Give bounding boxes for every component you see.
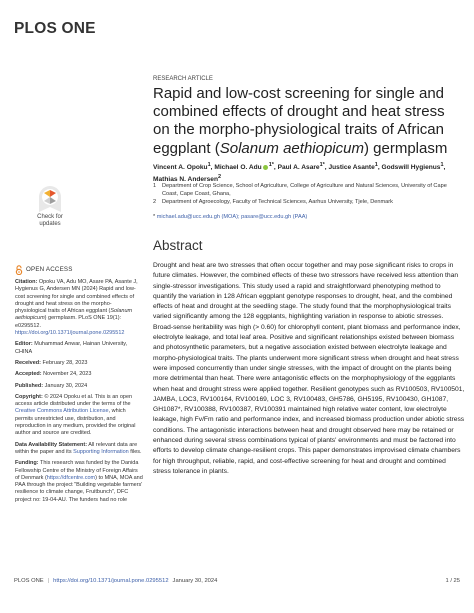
page-footer xyxy=(14,573,460,589)
check-for-updates-badge[interactable] xyxy=(30,185,70,237)
abstract-heading: Abstract xyxy=(153,238,203,253)
received-block xyxy=(15,360,143,367)
orcid-icon[interactable] xyxy=(263,165,268,170)
author-affiliation-marker: 1 xyxy=(207,162,211,168)
author-name[interactable]: Vincent A. Opoku xyxy=(153,164,208,172)
received-date: February 28, 2023 xyxy=(41,359,88,366)
copyright-label: Copyright: xyxy=(15,393,43,400)
license-link[interactable]: Creative Commons Attribution License xyxy=(15,408,109,415)
funding-text-end: ) to MNA, MOA and PAA through the project "Building vegetable farmers' resilience to climate change, Fruitbunch", DFC project no: 19-04-AU. The funders had no role xyxy=(15,474,143,503)
accepted-date: November 24, 2023 xyxy=(41,371,92,378)
title-main: Rapid and low-cost screening for single and combined effects of drought and heat stress on the morpho-physiological traits of African eggplant ( xyxy=(153,85,445,157)
author-affiliation-marker: 1 xyxy=(374,162,378,168)
affiliation-number: 2 xyxy=(153,198,157,205)
open-access-lock-icon xyxy=(15,265,23,275)
author-affiliation-marker: 2 xyxy=(217,173,222,180)
open-access-row xyxy=(15,265,143,275)
author-affiliation-marker: 1* xyxy=(268,162,274,168)
published-date: January 30, 2024 xyxy=(43,382,88,389)
check-updates-line2: updates xyxy=(39,221,61,227)
footer-date: January 30, 2024 xyxy=(172,578,218,584)
article-title xyxy=(153,85,461,158)
citation-label: Citation: xyxy=(15,279,38,285)
check-for-updates-icon xyxy=(38,185,62,213)
title-species: Solanum aethiopicum xyxy=(219,139,364,157)
received-label: Received: xyxy=(15,359,41,366)
funding-text: This research was funded by the Danida Fellowship Centre of the Ministry of Foreign Affairs of Denmark ( xyxy=(15,460,139,481)
affiliation-number: 1 xyxy=(153,183,157,189)
affiliation-item xyxy=(153,183,461,199)
editor-label: Editor: xyxy=(15,341,33,348)
author-affiliation-marker: 1 xyxy=(440,162,444,168)
data-availability-block xyxy=(15,442,143,457)
data-availability-text: All relevant data are within the paper and its xyxy=(15,441,138,455)
open-access-label: OPEN ACCESS xyxy=(26,266,73,274)
funding-label: Funding: xyxy=(15,460,39,467)
accepted-label: Accepted: xyxy=(15,371,42,378)
correspondence xyxy=(153,214,461,220)
affiliation-text: Department of Agroecology, Faculty of Technical Sciences, Aarhus University, Tjele, Denmark xyxy=(162,198,393,205)
affiliation-item xyxy=(153,199,461,207)
published-label: Published: xyxy=(15,382,44,389)
author-name[interactable]: , Justice Asante xyxy=(324,164,375,172)
supporting-information-link[interactable]: Supporting Information xyxy=(73,448,129,455)
author-name[interactable]: , Michael O. Adu xyxy=(210,164,262,172)
check-updates-line1: Check for xyxy=(37,214,63,220)
funding-link[interactable]: https://dfcentre.com xyxy=(46,474,96,481)
metadata-column xyxy=(15,265,143,508)
author-name[interactable]: , Mathias N. Andersen xyxy=(153,164,446,183)
citation-species: Solanum aethiopicum xyxy=(15,308,133,322)
correspondence-emails[interactable]: michael.adu@ucc.edu.gh (MOA); pasare@ucc.edu.gh (PAA) xyxy=(156,214,308,220)
citation-doi-link[interactable]: https://doi.org/10.1371/journal.pone.0295512 xyxy=(15,330,125,337)
funding-block xyxy=(15,460,143,504)
copyright-text: © 2024 Opoku et al. This is an open access article distributed under the terms of the xyxy=(15,393,133,408)
affiliations xyxy=(153,183,461,207)
author-name[interactable]: , Paul A. Asare xyxy=(273,164,320,172)
editor-block xyxy=(15,341,143,356)
author-list xyxy=(153,161,461,185)
accepted-block xyxy=(15,371,143,378)
abstract-paragraph: Drought and heat are two stresses that often occur together and may pose significant risks to crops in future climates. However, the combined effects of these two stressors have received less attention than single-stressor investigations. This study used a rapid and straightforward phenotyping method to quantify the variation in 128 African eggplant genotype responses to drought, heat, and the combined effects of heat and drought at the seedling stage. The study found that the morphophysiological traits varied significantly among the 128 eggplants, highlighting variation in response to abiotic stresses. Broad-sense heritability was high (> 0.60) for chlorophyll content, plant biomass and performance index, electrolyte leakage, and total leaf area. Positive and significant relationships existed between biomass and photosynthetic parameters, but a negative association existed between electrolyte leakage and morpho-physiological traits. The plants underwent more significant stress when drought and heat stress were imposed concurrently than under single stresses, with the impact of drought on the plants being more detrimental than heat. There were antagonistic effects on the morphophysiology of the eggplants when heat and drought stress were applied together. Resilient genotypes such as RV100503, RV100501, JAMBA, LOC3, RV100164, RV100169, LOC 3, RV100483, GH5786, GH5195, RV100430, GH1087, GH1087*, RV100388, RV100387, RV100391 maintained high relative water content, low electrolyte leakage, high Fv/Fm ratio and performance index, and increased biomass production under abiotic stress conditions. The antagonistic interactions between heat and drought observed here may be retained or enhanced during several stress combinations typical of plants' environments and must be factored into efforts to develop climate change-resilient crops. This paper demonstrates improvised climate chambers for high throughput, reliable, rapid, and cost-effective screening for heat and drought and combined stress tolerance in plants. xyxy=(153,262,465,475)
author-affiliation-marker: 1* xyxy=(319,162,325,168)
footer-journal: PLOS ONE xyxy=(14,578,44,584)
editor-text: Muhammad Anwar, Hainan University, CHINA xyxy=(15,341,128,355)
journal-logo: PLOS ONE xyxy=(14,20,96,37)
footer-separator: | xyxy=(47,578,50,584)
citation-text: Opoku VA, Adu MO, Asare PA, Asante J, Hygienus G, Andersen MN (2024) Rapid and low-cost screening for single and combined effects of drought and heat stress on the morpho-physiological traits of African eggplant ( xyxy=(15,279,138,315)
citation-text-end: ) germplasm. PLoS ONE 19(1): e0295512. xyxy=(15,315,122,329)
footer-page-number: 1 / 25 xyxy=(445,578,460,584)
copyright-text-end: , which permits unrestricted use, distribution, and reproduction in any medium, provided the original author and source are credited. xyxy=(15,408,136,437)
citation-block xyxy=(15,279,143,337)
footer-doi-link[interactable]: https://doi.org/10.1371/journal.pone.0295512 xyxy=(53,578,169,584)
data-availability-text-end: files. xyxy=(128,448,142,455)
affiliation-text: Department of Crop Science, School of Agriculture, College of Agriculture and Natural Sciences, University of Cape Coast, Cape Coast, Ghana, xyxy=(162,183,447,197)
article-type: RESEARCH ARTICLE xyxy=(153,76,213,82)
published-block xyxy=(15,383,143,390)
abstract-body xyxy=(153,261,465,477)
title-end: ) germplasm xyxy=(363,139,448,157)
data-availability-label: Data Availability Statement: xyxy=(15,441,88,448)
copyright-block xyxy=(15,394,143,438)
author-name[interactable]: , Godswill Hygienus xyxy=(377,164,441,172)
correspondence-star: * xyxy=(153,214,156,220)
